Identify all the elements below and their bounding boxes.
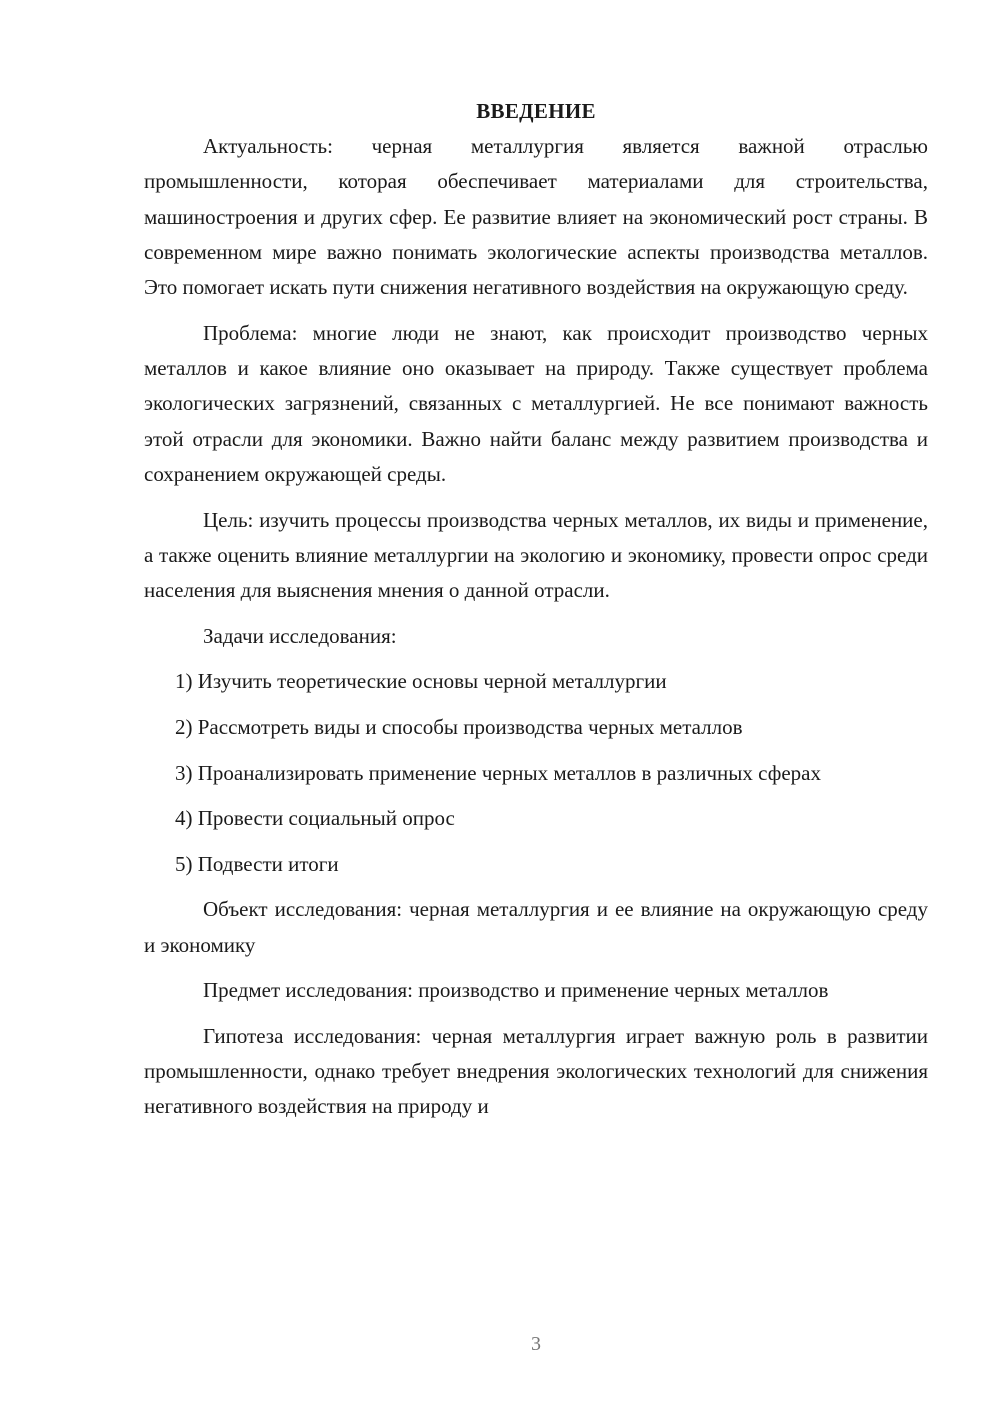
task-item: 4) Провести социальный опрос xyxy=(175,806,455,831)
task-item: 2) Рассмотреть виды и способы производства черных металлов xyxy=(175,714,743,739)
paragraph-hypothesis: Гипотеза исследования: черная металлургия играет важную роль в развитии промышленности, однако требует внедрения экологических технологий для снижения негативного воздействия на природу и xyxy=(144,1023,928,1119)
paragraph-subject: Предмет исследования: производство и применение черных металлов xyxy=(203,978,829,1003)
paragraph-problem: Проблема: многие люди не знают, как происходит производство черных металлов и какое влияние оно оказывает на природу. Также существует проблема экологических загрязнений, связанных с металлургией. Не все понимают важность этой отрасли для экономики. Важно найти баланс между развитием производства и сохранением окружающей среды. xyxy=(144,320,928,486)
paragraph-goal: Цель: изучить процессы производства черных металлов, их виды и применение, а также оценить влияние металлургии на экологию и экономику, провести опрос среди населения для выяснения мнения о данной отрасли. xyxy=(144,507,928,603)
document-body xyxy=(144,96,928,1125)
section-heading: ВВЕДЕНИЕ xyxy=(476,99,596,123)
paragraph-relevance: Актуальность: черная металлургия является важной отраслью промышленности, которая обеспечивает материалами для строительства, машиностроения и других сфер. Ее развитие влияет на экономический рост страны. В современном мире важно понимать экологические аспекты производства металлов. Это помогает искать пути снижения негативного воздействия на окружающую среду. xyxy=(144,134,928,300)
task-item: 3) Проанализировать применение черных металлов в различных сферах xyxy=(175,760,821,785)
tasks-title: Задачи исследования: xyxy=(203,623,397,648)
task-item: 5) Подвести итоги xyxy=(175,851,339,876)
task-item: 1) Изучить теоретические основы черной металлургии xyxy=(175,669,667,694)
page-number: 3 xyxy=(531,1333,541,1355)
paragraph-object: Объект исследования: черная металлургия и ее влияние на окружающую среду и экономику xyxy=(144,897,928,957)
